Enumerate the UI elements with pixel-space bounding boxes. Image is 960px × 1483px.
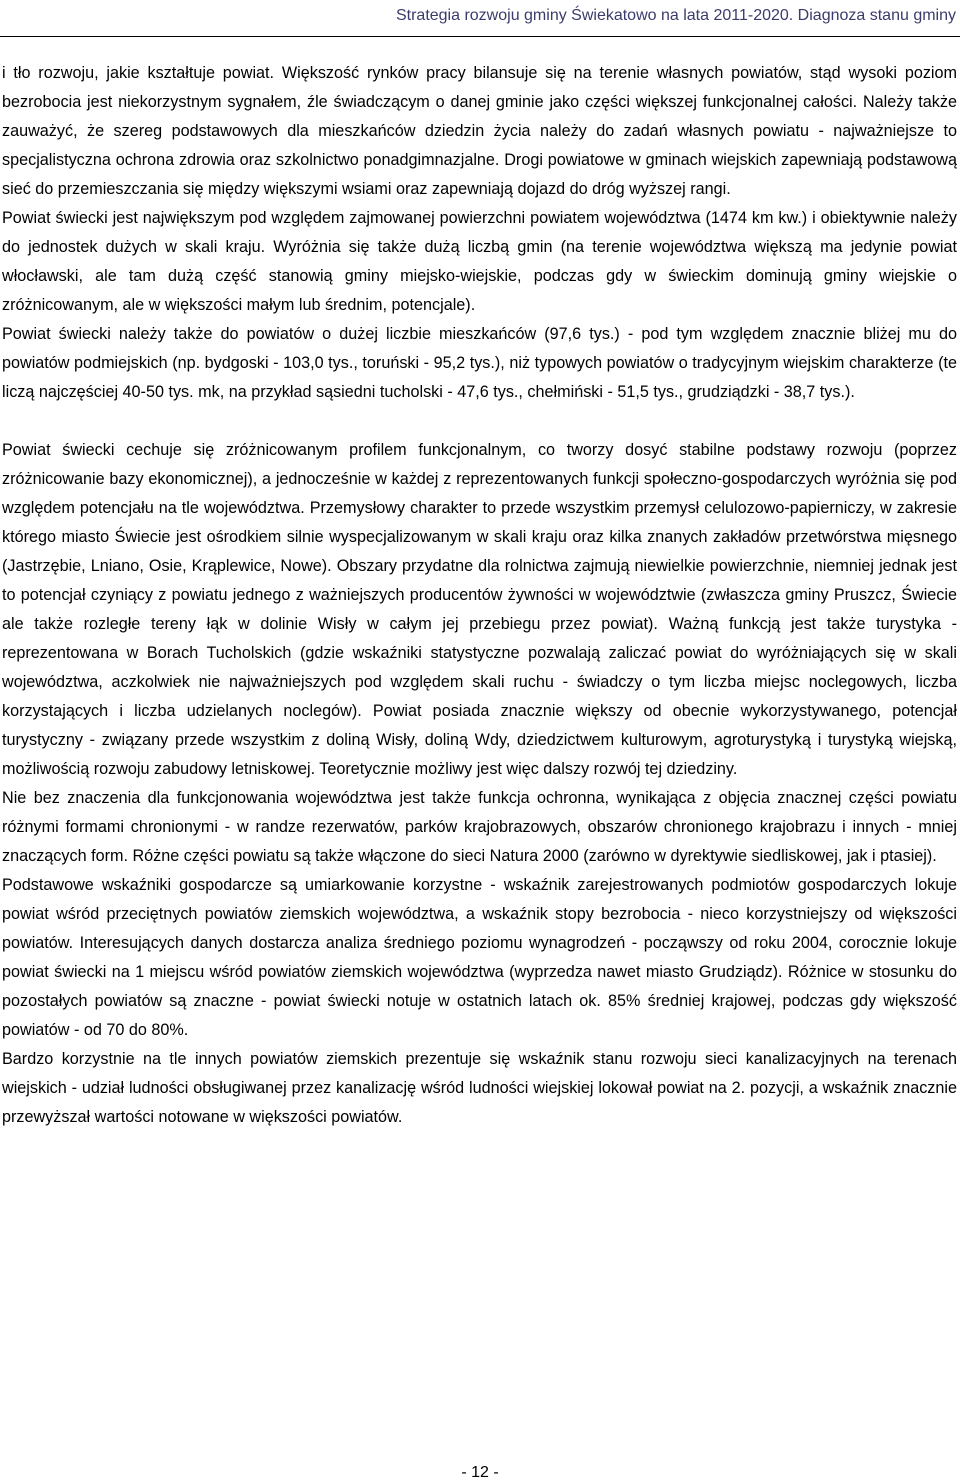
paragraph-population: Powiat świecki należy także do powiatów o dużej liczbie mieszkańców (97,6 tys.) - pod tym względem znacznie bliżej mu do powiatów podmiejskich (np. bydgoski - 103,0 tys., toruński - 95,2 tys.), niż typowych powiatów o tradycyjnym wiejskim charakterze (te liczą najczęściej 40-50 tys. mk, na przykład sąsiedni tucholski - 47,6 tys., chełmiński - 51,5 tys., grudziądzki - 38,7 tys.). <box>2 325 957 401</box>
paragraph-sewage: Bardzo korzystnie na tle innych powiatów ziemskich prezentuje się wskaźnik stanu rozwoju sieci kanalizacyjnych na terenach wiejskich - udział ludności obsługiwanej przez kanalizację wśród ludności wiejskiej lokował powiat na 2. pozycji, a wskaźnik znacznie przewyższał wartości notowane w większości powiatów. <box>2 1050 957 1126</box>
header-divider <box>0 36 960 37</box>
paragraph-area: Powiat świecki jest największym pod względem zajmowanej powierzchni powiatem województwa (1474 km kw.) i obiektywnie należy do jednostek dużych w skali kraju. Wyróżnia się także dużą liczbą gmin (na terenie województwa większą ma jedynie powiat włocławski, ale tam dużą część stanowią gminy miejsko-wiejskie, podczas gdy w świeckim dominują gminy wiejskie o zróżnicowanym, ale w większości małym lub średnim, potencjale). <box>2 209 957 314</box>
paragraph-gap <box>2 407 957 436</box>
paragraph-functional-profile: Powiat świecki cechuje się zróżnicowanym profilem funkcjonalnym, co tworzy dosyć stabilne podstawy rozwoju (poprzez zróżnicowanie bazy ekonomicznej), a jednocześnie w każdej z reprezentowanych funkcji społeczno-gospodarczych wyróżnia się pod względem potencjału na tle województwa. Przemysłowy charakter to przede wszystkim przemysł celulozowo-papierniczy, w zakresie którego miasto Świecie jest ośrodkiem silnie wyspecjalizowanym w skali kraju oraz kilka znanych zakładów przetwórstwa mięsnego (Jastrzębie, Lniano, Osie, Krąplewice, Nowe). Obszary przydatne dla rolnictwa zajmują niewielkie powierzchnie, niemniej jednak jest to potencjał czyniący z powiatu jednego z ważniejszych producentów żywności w województwie (zwłaszcza gminy Pruszcz, Świecie ale także rozległe tereny łąk w dolinie Wisły w całym jej przebiegu przez powiat). Ważną funkcją jest także turystyka - reprezentowana w Borach Tucholskich (gdzie wskaźniki statystyczne pozwalają zaliczać powiat do wyróżniających się w skali województwa, aczkolwiek nie najważniejszych pod względem skali ruchu - świadczy o tym liczba miejsc noclegowych, liczba korzystających i liczba udzielanych noclegów). Powiat posiada znacznie większy od obecnie wykorzystywanego, potencjał turystyczny - związany przede wszystkim z doliną Wisły, doliną Wdy, dziedzictwem kulturowym, agroturystyką i turystyką wiejską, możliwością rozwoju zabudowy letniskowej. Teoretycznie możliwy jest więc dalszy rozwój tej dziedziny. <box>2 441 957 778</box>
paragraph-protection: Nie bez znaczenia dla funkcjonowania województwa jest także funkcja ochronna, wynikająca z objęcia znacznej części powiatu różnymi formami chronionymi - w randze rezerwatów, parków krajobrazowych, obszarów chronionego krajobrazu i innych - mniej znaczących form. Różne części powiatu są także włączone do sieci Natura 2000 (zarówno w dyrektywie siedliskowej, jak i ptasiej). <box>2 789 957 865</box>
paragraph-economic-indicators: Podstawowe wskaźniki gospodarcze są umiarkowanie korzystne - wskaźnik zarejestrowanych podmiotów gospodarczych lokuje powiat wśród przeciętnych powiatów ziemskich województwa, a wskaźnik stopy bezrobocia - nieco korzystniejszy od większości powiatów. Interesujących danych dostarcza analiza średniego poziomu wynagrodzeń - począwszy od roku 2004, corocznie lokuje powiat świecki na 1 miejscu wśród powiatów ziemskich województwa (wyprzedza nawet miasto Grudziądz). Różnice w stosunku do pozostałych powiatów są znaczne - powiat świecki notuje w ostatnich latach ok. 85% średniej krajowej, podczas gdy większość powiatów - od 70 do 80%. <box>2 876 957 1039</box>
running-header: Strategia rozwoju gminy Świekatowo na lata 2011-2020. Diagnoza stanu gminy <box>395 7 956 24</box>
page-number: - 12 - <box>461 1464 499 1481</box>
paragraph-continuation: i tło rozwoju, jakie kształtuje powiat. Większość rynków pracy bilansuje się na terenie własnych powiatów, stąd wysoki poziom bezrobocia jest niekorzystnym sygnałem, źle świadczącym o danej gminie jako części większej funkcjonalnej całości. Należy także zauważyć, że szereg podstawowych dla mieszkańców dziedzin życia należy do zadań własnych powiatu - najważniejsze to specjalistyczna ochrona zdrowia oraz szkolnictwo ponadgimnazjalne. Drogi powiatowe w gminach wiejskich zapewniają podstawową sieć do przemieszczania się między większymi wsiami oraz zapewniają dojazd do dróg wyższej rangi. <box>2 64 957 198</box>
document-body <box>2 59 957 1132</box>
